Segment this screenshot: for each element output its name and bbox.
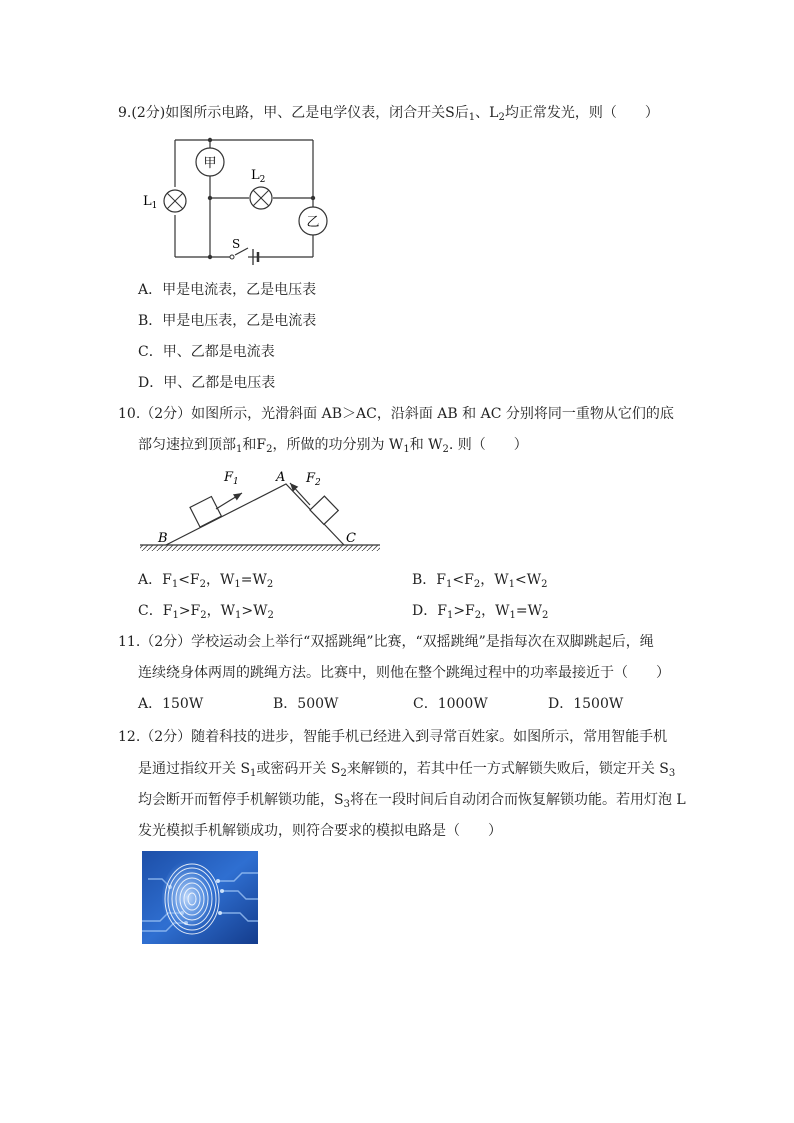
q11-option-b[interactable]: B．500W [273, 696, 339, 712]
q11-option-a[interactable]: A．150W [138, 696, 204, 712]
q9-option-c[interactable]: C．甲、乙都是电流表 [138, 344, 275, 360]
q9-option-b[interactable]: B．甲是电压表，乙是电流表 [138, 313, 317, 329]
q11-option-d[interactable]: D．1500W [548, 696, 624, 712]
force-f2-arrow [290, 483, 310, 505]
q12-stem-line2: 是通过指纹开关 $S_1$或密码开关 $S_2$来解锁的，若其中任一方式解锁失败后，锁定开关 $S_3$ [138, 761, 676, 779]
q9-stem: 9.(2分)如图所示电路，甲、乙是电学仪表，闭合开关S后$_1$、$L_2$均正常发光，则（ ） [118, 105, 659, 123]
q11-stem-line1: 11.（2分）学校运动会上举行“双摇跳绳”比赛，“双摇跳绳”是指每次在双脚跳起后，绳 [118, 634, 654, 650]
q10-option-d[interactable]: D．$F_1>F_2$，$W_1=W_2$ [412, 603, 549, 621]
lamp-l1-label: $L_1$ [143, 194, 158, 211]
point-a-label: A [276, 470, 286, 485]
q10-stem-line2: 部匀速拉到顶部$_1$和$F_2$，所做的功分别为 $W_1$和 $W_2$. 则（ ） [138, 437, 528, 455]
force-f1-label: $F_1$ [224, 470, 239, 487]
q12-stem-line4: 发光模拟手机解锁成功，则符合要求的模拟电路是（ ） [138, 823, 502, 839]
lamp-l2-label: $L_2$ [251, 168, 266, 185]
block-on-ab-icon [190, 497, 221, 527]
lamp-l2-icon [250, 187, 272, 209]
q12-stem-line3: 均会断开而暂停手机解锁功能，$S_3$将在一段时间后自动闭合而恢复解锁功能。若用灯泡 L [138, 792, 686, 810]
q9-option-a[interactable]: A．甲是电流表，乙是电压表 [138, 282, 317, 298]
point-c-label: C [346, 531, 356, 546]
q12-stem-line1: 12.（2分）随着科技的进步，智能手机已经进入到寻常百姓家。如图所示，常用智能手机 [118, 729, 668, 745]
q9-option-d[interactable]: D．甲、乙都是电压表 [138, 375, 276, 391]
fingerprint-image [142, 851, 258, 944]
q11-stem-line2: 连续绕身体两周的跳绳方法。比赛中，则他在整个跳绳过程中的功率最接近于（ ） [138, 665, 670, 681]
meter-a-label: 甲 [203, 156, 217, 171]
force-f2-label: $F_2$ [306, 471, 321, 488]
q10-option-c[interactable]: C．$F_1>F_2$，$W_1>W_2$ [138, 603, 274, 621]
lamp-l1-icon [164, 190, 186, 212]
q10-option-a[interactable]: A．$F_1<F_2$，$W_1=W_2$ [138, 572, 274, 590]
q10-option-b[interactable]: B．$F_1<F_2$，$W_1<W_2$ [412, 572, 548, 590]
q10-stem-line1: 10.（2分）如图所示，光滑斜面 AB＞AC，沿斜面 AB 和 AC 分别将同一重物从它们的底 [118, 406, 674, 422]
q9-circuit-diagram [135, 135, 355, 265]
block-on-ac-icon [310, 496, 338, 524]
q11-option-c[interactable]: C．1000W [413, 696, 488, 712]
switch-label: S [232, 237, 241, 251]
ground-hatch [140, 545, 380, 551]
force-f1-arrow [216, 493, 242, 509]
q10-incline-diagram [138, 465, 388, 560]
meter-b-label: 乙 [306, 215, 320, 230]
point-b-label: B [158, 531, 168, 546]
